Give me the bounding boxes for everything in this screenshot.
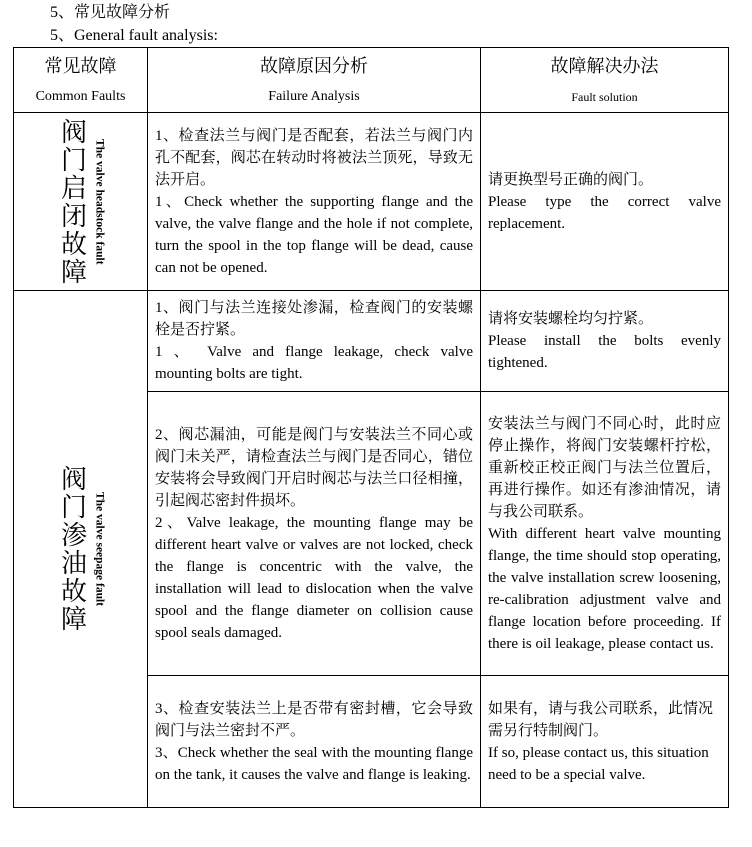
solution-cell: 请更换型号正确的阀门。 Please type the correct valve replacement. [481, 113, 729, 291]
table-row [14, 113, 729, 291]
analysis-cell: 1、阀门与法兰连接处渗漏，检查阀门的安装螺栓是否拧紧。 1 、 Valve and flange leakage, check valve mounting bolts are tight. [148, 291, 481, 392]
category-label-en: The valve seepage fault [93, 491, 106, 607]
category-seepage-fault [14, 291, 148, 808]
category-headstock-fault [14, 113, 148, 291]
table-row [14, 291, 729, 392]
section-heading-en: 5、General fault analysis: [50, 27, 218, 44]
analysis-cell: 3、检查安装法兰上是否带有密封槽，它会导致阀门与法兰密封不严。 3、Check whether the seal with the mounting flange on the tank, it causes the valve and flange is leaking. [148, 676, 481, 808]
category-label-cn: 阀门启闭故障 [56, 117, 87, 286]
analysis-cell: 1、检查法兰与阀门是否配套，若法兰与阀门内孔不配套，阀芯在转动时将被法兰顶死，导致无法开启。 1、Check whether the supporting flange and the valve, the valve flange and the hole if not complete, turn the spool in the top flange will be dead, cause can not be opened. [148, 113, 481, 291]
header-failure-analysis: 故障原因分析 Failure Analysis [148, 48, 481, 113]
table-header-row [14, 48, 729, 113]
solution-cell: 如果有，请与我公司联系，此情况需另行特制阀门。 If so, please contact us, this situation need to be a special valve. [481, 676, 729, 808]
category-label-en: The valve headstock fault [93, 138, 106, 265]
solution-cell: 请将安装螺栓均匀拧紧。 Please install the bolts evenly tightened. [481, 291, 729, 392]
header-common-faults: 常见故障 Common Faults [14, 48, 148, 113]
category-label-cn: 阀门渗油故障 [56, 465, 87, 633]
solution-cell: 安装法兰与阀门不同心时，此时应停止操作，将阀门安装螺杆拧松，重新校正校正阀门与法兰位置后，再进行操作。如还有渗油情况，请与我公司联系。 With different heart valve mounting flange, the time should stop operating, the valve installation screw loosening, re-calibration adjustment valve and flange location before proceeding. If there is oil leakage, please contact us. [481, 392, 729, 676]
fault-analysis-table [13, 47, 729, 808]
header-fault-solution: 故障解决办法 Fault solution [481, 48, 729, 113]
section-heading-cn: 5、常见故障分析 [50, 4, 171, 21]
analysis-cell: 2、阀芯漏油，可能是阀门与安装法兰不同心或阀门未关严，请检查法兰与阀门是否同心，错位安装将会导致阀门开启时阀芯与法兰口径相撞，引起阀芯密封件损坏。 2、Valve leakage, the mounting flange may be different heart valve or valves are not locked, check the flange is concentric with the valve, the installation will lead to dislocation when the valve spool and the flange diameter on collision cause spool seals damaged. [148, 392, 481, 676]
